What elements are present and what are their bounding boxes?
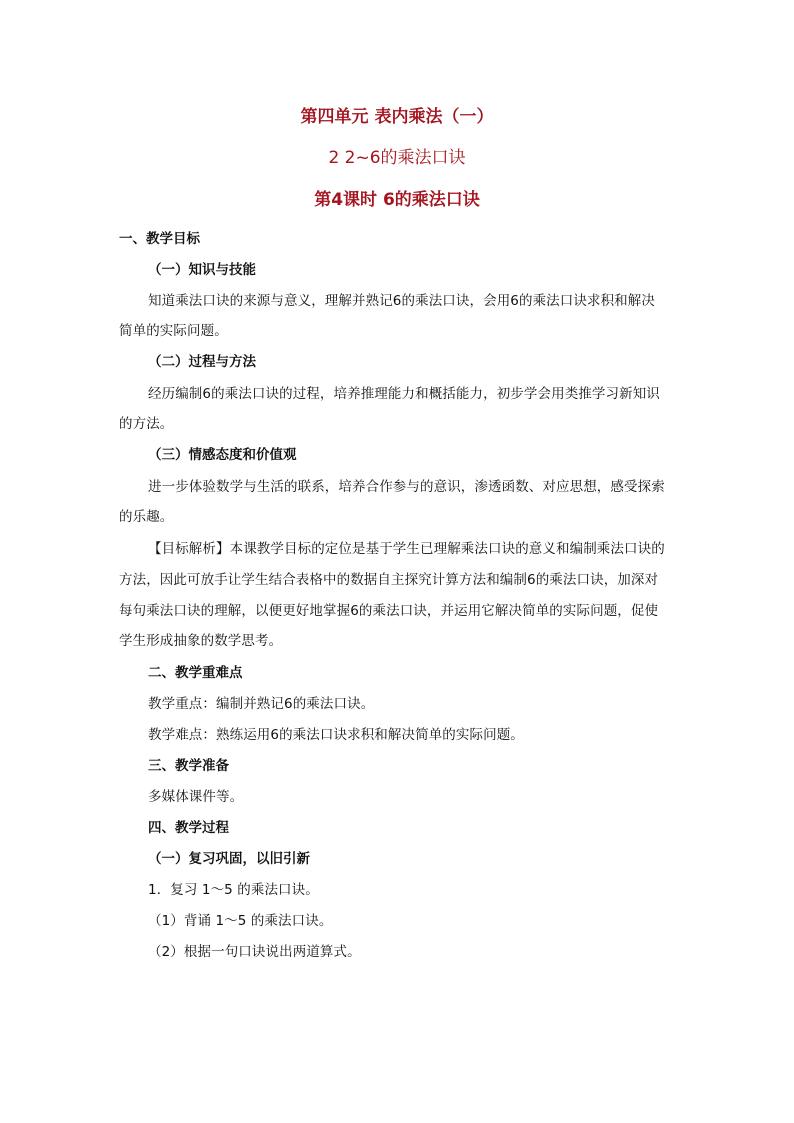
paragraph-line: 经历编制6的乘法口诀的过程，培养推理能力和概括能力，初步学会用类推学习新知识 bbox=[148, 386, 660, 402]
paragraph-line: 的方法。 bbox=[119, 416, 174, 432]
list-item: 1．复习 1～5 的乘法口诀。 bbox=[148, 882, 319, 898]
heading-teaching-goals: 一、教学目标 bbox=[119, 231, 200, 247]
list-item: （1）背诵 1～5 的乘法口诀。 bbox=[148, 913, 333, 929]
analysis-paragraph-line: 【目标解析】本课教学目标的定位是基于学生已理解乘法口诀的意义和编制乘法口诀的 bbox=[148, 541, 665, 557]
heading-key-difficult-points: 二、教学重难点 bbox=[148, 665, 243, 681]
analysis-paragraph-line: 方法，因此可放手让学生结合表格中的数据自主探究计算方法和编制6的乘法口诀，加深对 bbox=[119, 572, 659, 588]
paragraph-line: 知道乘法口诀的来源与意义，理解并熟记6的乘法口诀，会用6的乘法口诀求积和解决 bbox=[148, 293, 655, 309]
lesson-title: 第4课时 6的乘法口诀 bbox=[314, 190, 480, 210]
section-title: 2 2~6的乘法口诀 bbox=[328, 148, 466, 168]
paragraph-line: 简单的实际问题。 bbox=[119, 323, 228, 339]
subheading-process-method: （二）过程与方法 bbox=[148, 354, 256, 370]
list-item: （2）根据一句口诀说出两道算式。 bbox=[148, 944, 361, 960]
heading-teaching-process: 四、教学过程 bbox=[148, 820, 229, 836]
key-point-line: 教学重点：编制并熟记6的乘法口诀。 bbox=[148, 696, 375, 712]
unit-title: 第四单元 表内乘法（一） bbox=[300, 107, 494, 127]
subheading-attitude-values: （三）情感态度和价值观 bbox=[148, 447, 297, 463]
heading-teaching-preparation: 三、教学准备 bbox=[148, 758, 229, 774]
preparation-line: 多媒体课件等。 bbox=[148, 789, 244, 805]
analysis-paragraph-line: 学生形成抽象的数学思考。 bbox=[119, 633, 283, 649]
subheading-review: （一）复习巩固，以旧引新 bbox=[148, 851, 310, 867]
paragraph-line: 进一步体验数学与生活的联系，培养合作参与的意识，渗透函数、对应思想，感受探索 bbox=[148, 479, 665, 495]
analysis-paragraph-line: 每句乘法口诀的理解，以便更好地掌握6的乘法口诀，并运用它解决简单的实际问题，促使 bbox=[119, 603, 659, 619]
paragraph-line: 的乐趣。 bbox=[119, 509, 174, 525]
difficult-point-line: 教学难点：熟练运用6的乘法口诀求积和解决简单的实际问题。 bbox=[148, 727, 524, 743]
subheading-knowledge-skills: （一）知识与技能 bbox=[148, 262, 256, 278]
